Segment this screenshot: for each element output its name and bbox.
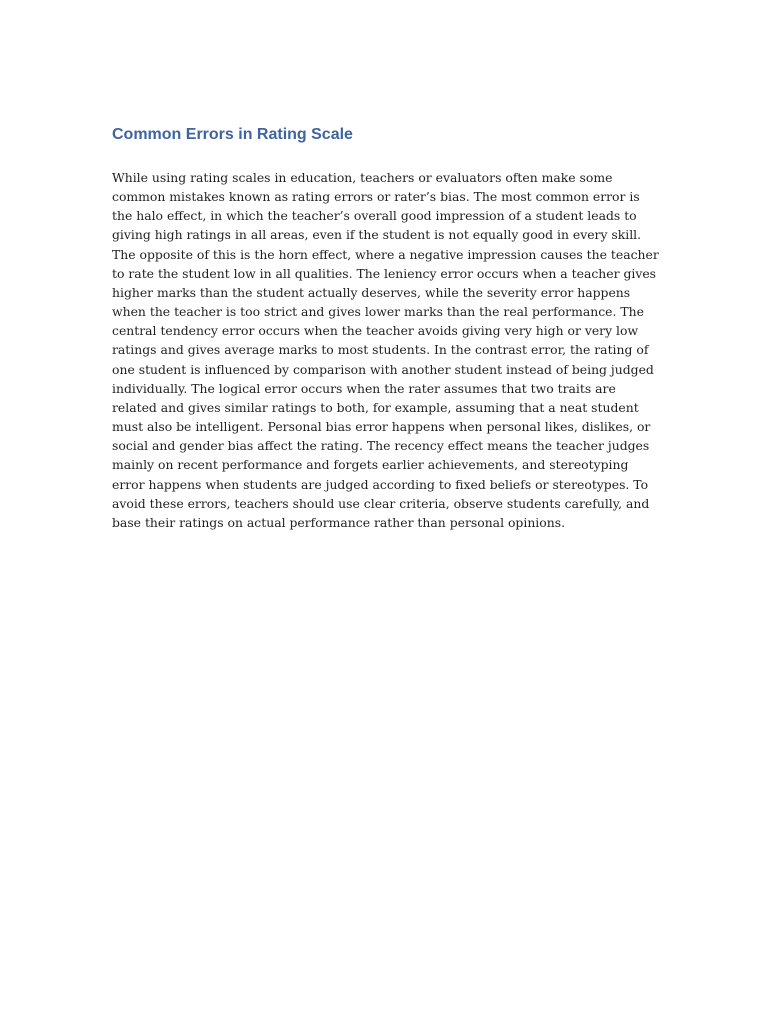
document-body-paragraph: While using rating scales in education, teachers or evaluators often make some common mistakes known as rating errors or rater’s bias. The most common error is the halo effect, in which the teacher’s overall good impression of a student leads to giving high ratings in all areas, even if the student is not equally good in every skill. The opposite of this is the horn effect, where a negative impression causes the teacher to rate the student low in all qualities. The leniency error occurs when a teacher gives higher marks than the student actually deserves, while the severity error happens when the teacher is too strict and gives lower marks than the real performance. The central tendency error occurs when the teacher avoids giving very high or very low ratings and gives average marks to most students. In the contrast error, the rating of one student is influenced by comparison with another student instead of being judged individually. The logical error occurs when the rater assumes that two traits are related and gives similar ratings to both, for example, assuming that a neat student must also be intelligent. Personal bias error happens when personal likes, dislikes, or social and gender bias affect the rating. The recency effect means the teacher judges mainly on recent performance and forgets earlier achievements, and stereotyping error happens when students are judged according to fixed beliefs or stereotypes. To avoid these errors, teachers should use clear criteria, observe students carefully, and base their ratings on actual performance rather than personal opinions. — [112, 170, 659, 530]
document-heading: Common Errors in Rating Scale — [112, 126, 353, 143]
